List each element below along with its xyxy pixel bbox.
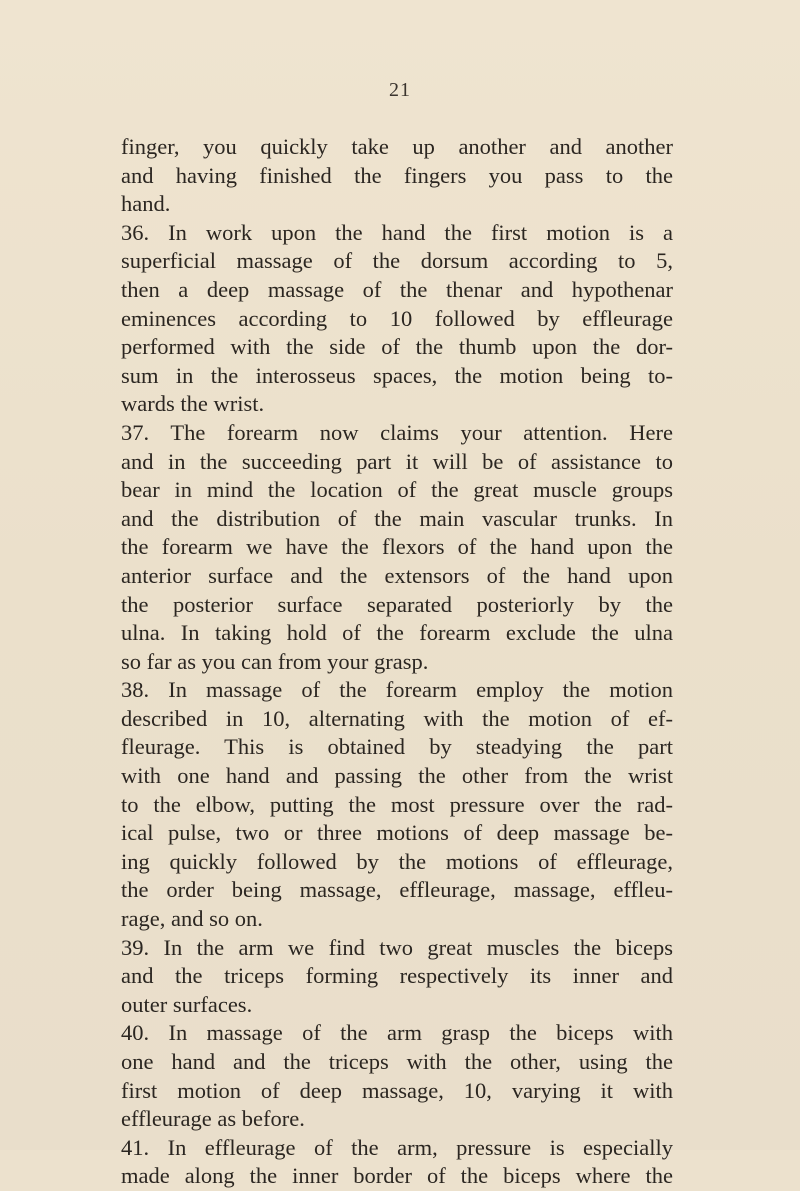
text-line: and in the succeeding part it will be of assistance to [121,448,673,474]
text-line: superficial massage of the dorsum according to 5, [121,248,673,274]
text-line: finger, you quickly take up another and another [121,134,673,159]
text-line: described in 10, alternating with the motion of ef- [121,705,673,731]
text-line: fleurage. This is obtained by steadying the part [121,734,673,760]
text-line: anterior surface and the extensors of the hand upon [121,562,673,588]
text-line: hand. [121,191,171,217]
text-line: sum in the interosseus spaces, the motion being to- [121,362,673,388]
text-line: performed with the side of the thumb upon the dor- [121,334,673,360]
text-line: the order being massage, effleurage, massage, effleu- [121,877,673,903]
text-line: with one hand and passing the other from the wrist [121,763,673,789]
text-line: one hand and the triceps with the other, using the [121,1049,673,1074]
text-line: 41. In effleurage of the arm, pressure is especially [121,1134,673,1160]
text-line: wards the wrist. [121,391,265,417]
text-line: and the triceps forming respectively its inner and [121,963,673,989]
text-line: eminences according to 10 followed by effleurage [121,305,673,331]
text-line: made along the inner border of the biceps where the [121,1163,673,1189]
text-line: 39. In the arm we find two great muscles the biceps [121,934,673,960]
text-line: ing quickly followed by the motions of effleurage, [121,848,673,874]
text-line: outer surfaces. [121,991,253,1017]
body-text [121,133,673,1191]
text-line: 40. In massage of the arm grasp the biceps with [121,1020,673,1046]
text-line: and the distribution of the main vascular trunks. In [121,505,673,531]
text-line: rage, and so on. [121,906,263,932]
text-line: 37. The forearm now claims your attention. Here [121,419,673,445]
text-line: then a deep massage of the thenar and hypothenar [121,276,673,302]
text-line: bear in mind the location of the great muscle groups [121,477,673,503]
text-line: the forearm we have the flexors of the hand upon the [121,534,673,560]
text-line: ulna. In taking hold of the forearm exclude the ulna [121,620,673,646]
text-line: effleurage as before. [121,1106,305,1132]
text-line: so far as you can from your grasp. [121,648,429,674]
text-line: 38. In massage of the forearm employ the motion [121,677,673,703]
page-number: 21 [389,79,411,101]
text-line: to the elbow, putting the most pressure over the rad- [121,791,673,817]
text-line: 36. In work upon the hand the first motion is a [121,219,673,245]
text-line: ical pulse, two or three motions of deep massage be- [121,820,673,846]
text-line: the posterior surface separated posteriorly by the [121,591,673,617]
text-line: and having finished the fingers you pass to the [121,162,673,188]
text-line: first motion of deep massage, 10, varying it with [121,1077,673,1103]
